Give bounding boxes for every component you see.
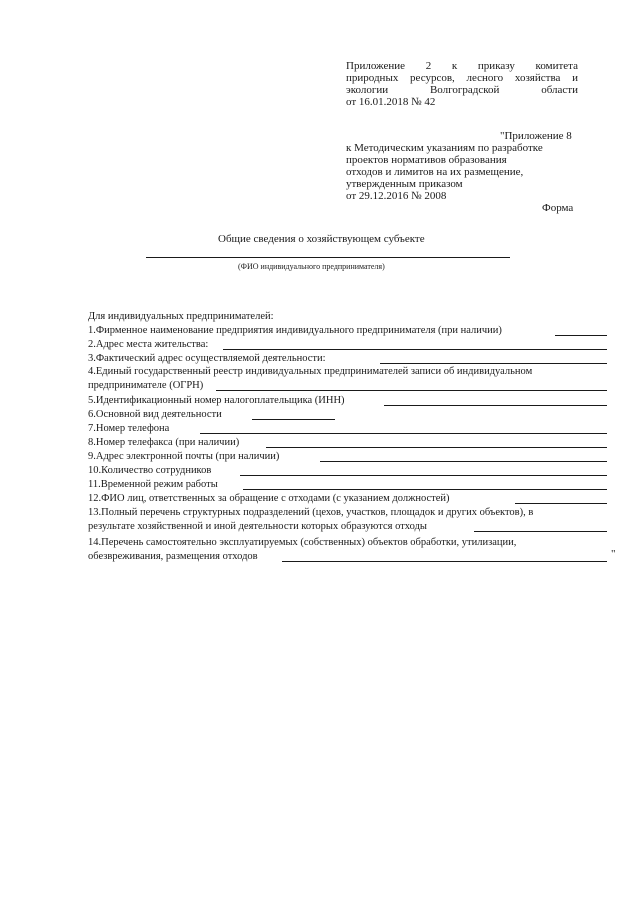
item-6-field[interactable] [252,419,335,420]
fio-caption: (ФИО индивидуального предпринимателя) [238,262,385,271]
item-1-label: 1.Фирменное наименование предприятия индивидуального предпринимателя (при наличии) [88,325,502,336]
item-10-label: 10.Количество сотрудников [88,465,212,476]
appendix-8-line-2: проектов нормативов образования [346,154,507,166]
item-12-label: 12.ФИО лиц, ответственных за обращение с отходами (с указанием должностей) [88,493,450,504]
appendix-2-line-3: экологии Волгоградской области [346,84,578,96]
item-6-label: 6.Основной вид деятельности [88,409,222,420]
item-4-label-a: 4.Единый государственный реестр индивидуальных предпринимателей записи об индивидуальном [88,366,533,377]
document-heading: Общие сведения о хозяйствующем субъекте [218,233,425,245]
appendix-8-line-1: к Методическим указаниям по разработке [346,142,543,154]
item-2-field[interactable] [223,349,607,350]
appendix-2-line-1: Приложение 2 к приказу комитета [346,60,578,72]
item-14-label-b: обезвреживания, размещения отходов [88,551,258,562]
appendix-2-line-4: от 16.01.2018 № 42 [346,96,436,108]
item-11-label: 11.Временной режим работы [88,479,218,490]
item-4-label-b: предпринимателе (ОГРН) [88,380,204,391]
item-13-label-b: результате хозяйственной и иной деятельности которых образуются отходы [88,521,427,532]
appendix-8-line-4: утвержденным приказом [346,178,463,190]
item-13-label-a: 13.Полный перечень структурных подразделений (цехов, участков, площадок и других объектов), в [88,507,534,518]
item-5-field[interactable] [384,405,607,406]
item-14-label-a: 14.Перечень самостоятельно эксплуатируемых (собственных) объектов обработки, утилизации, [88,537,517,548]
appendix-2-line-2: природных ресурсов, лесного хозяйства и [346,72,578,84]
fio-input-line[interactable] [146,257,510,258]
item-10-field[interactable] [240,475,607,476]
item-4-field[interactable] [216,390,607,391]
item-3-label: 3.Фактический адрес осуществляемой деятельности: [88,353,326,364]
item-11-field[interactable] [243,489,607,490]
item-8-field[interactable] [266,447,607,448]
item-12-field[interactable] [515,503,607,504]
appendix-8-line-3: отходов и лимитов на их размещение, [346,166,524,178]
item-5-label: 5.Идентификационный номер налогоплательщика (ИНН) [88,395,345,406]
item-9-field[interactable] [320,461,607,462]
form-label: Форма [542,202,574,214]
appendix-2-header [346,60,578,108]
item-13-field[interactable] [474,531,607,532]
section-title: Для индивидуальных предпринимателей: [88,311,274,322]
item-2-label: 2.Адрес места жительства: [88,339,209,350]
item-1-field[interactable] [555,335,607,336]
item-3-field[interactable] [380,363,607,364]
item-7-label: 7.Номер телефона [88,423,170,434]
appendix-8-header [346,142,586,202]
item-9-label: 9.Адрес электронной почты (при наличии) [88,451,280,462]
item-14-field[interactable] [282,561,607,562]
item-8-label: 8.Номер телефакса (при наличии) [88,437,240,448]
appendix-8-title: "Приложение 8 [500,130,572,142]
closing-quote: " [611,548,616,560]
item-7-field[interactable] [200,433,607,434]
appendix-8-line-5: от 29.12.2016 № 2008 [346,190,447,202]
